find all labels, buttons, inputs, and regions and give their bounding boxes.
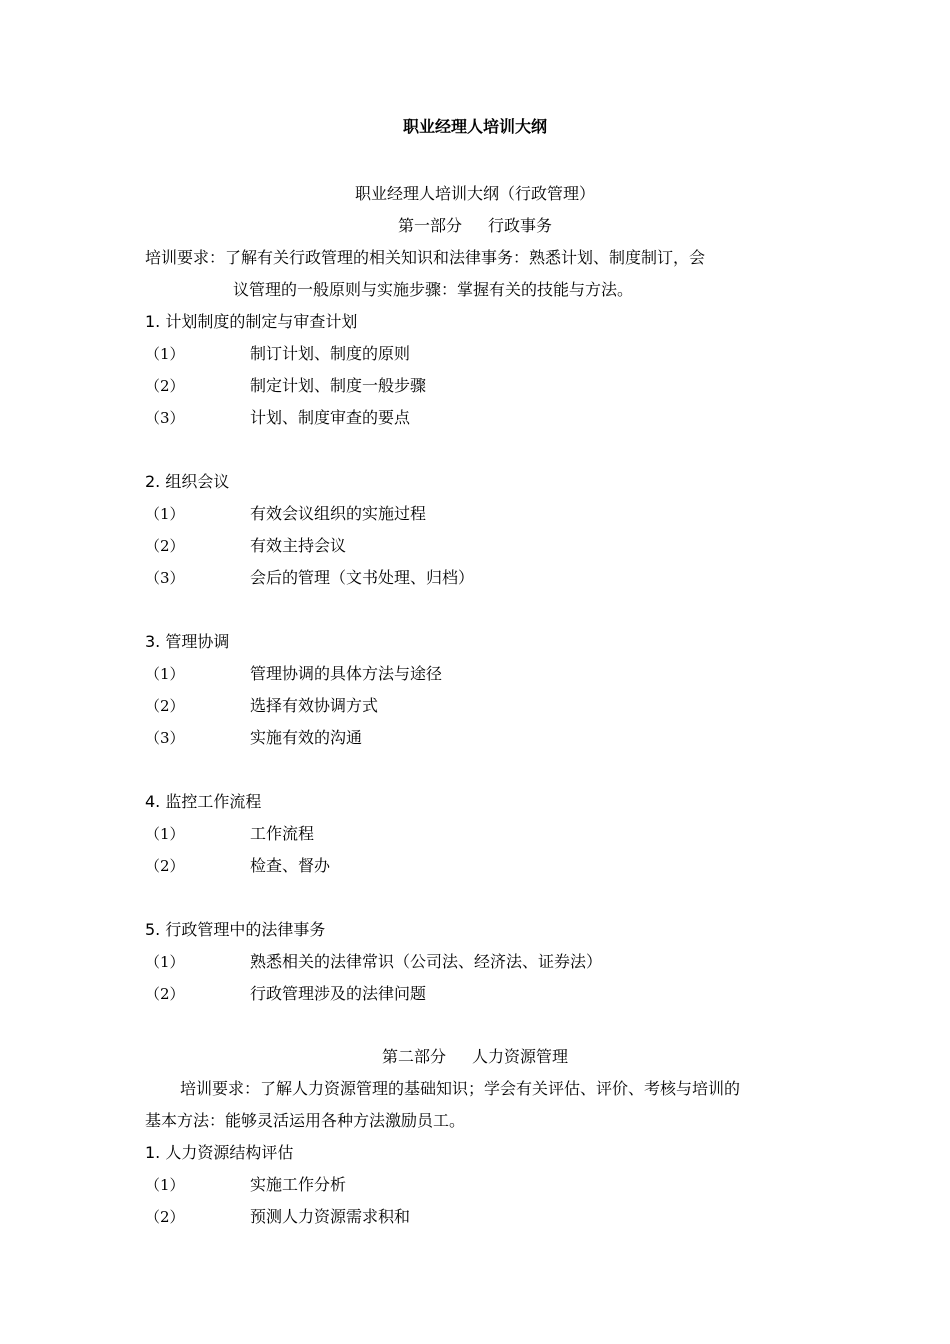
item-text: 检查、督办 xyxy=(250,856,331,875)
item-text: 工作流程 xyxy=(250,824,315,843)
item-number: （2） xyxy=(145,985,185,1003)
section-heading: 3. 管理协调 xyxy=(145,632,230,651)
part2-number: 第二部分 xyxy=(381,1047,446,1066)
section-heading: 2. 组织会议 xyxy=(145,472,230,491)
item-text: 行政管理涉及的法律问题 xyxy=(250,984,427,1003)
item-text: 选择有效协调方式 xyxy=(250,696,379,715)
item-text: 实施工作分析 xyxy=(250,1175,347,1194)
item-number: （1） xyxy=(145,505,185,523)
part1-heading xyxy=(0,216,950,236)
section-heading: 1. 人力资源结构评估 xyxy=(145,1143,294,1162)
part1-title: 行政事务 xyxy=(488,216,553,235)
item-text: 实施有效的沟通 xyxy=(250,728,363,747)
item-number: （3） xyxy=(145,729,185,747)
item-number: （3） xyxy=(145,409,185,427)
item-text: 制定计划、制度一般步骤 xyxy=(250,376,427,395)
part2-req-label: 培训要求： xyxy=(180,1079,261,1098)
item-number: （1） xyxy=(145,665,185,683)
item-text: 计划、制度审查的要点 xyxy=(250,408,411,427)
item-text: 制订计划、制度的原则 xyxy=(250,344,411,363)
item-number: （1） xyxy=(145,1176,185,1194)
part1-requirement-line2: 议管理的一般原则与实施步骤：掌握有关的技能与方法。 xyxy=(233,280,634,299)
item-number: （2） xyxy=(145,377,185,395)
part2-req-text1: 了解人力资源管理的基础知识；学会有关评估、评价、考核与培训的 xyxy=(260,1079,741,1098)
item-text: 有效主持会议 xyxy=(250,536,347,555)
section-heading: 5. 行政管理中的法律事务 xyxy=(145,920,326,939)
part2-title: 人力资源管理 xyxy=(472,1047,569,1066)
item-text: 有效会议组织的实施过程 xyxy=(250,504,427,523)
item-number: （2） xyxy=(145,857,185,875)
part1-requirement-line1 xyxy=(145,248,705,268)
doc-title: 职业经理人培训大纲 xyxy=(402,117,547,136)
section-heading: 1. 计划制度的制定与审查计划 xyxy=(145,312,358,331)
item-text: 熟悉相关的法律常识（公司法、经济法、证券法） xyxy=(250,952,603,971)
part1-number: 第一部分 xyxy=(397,216,462,235)
item-number: （1） xyxy=(145,825,185,843)
item-number: （1） xyxy=(145,953,185,971)
part2-requirement-line1 xyxy=(180,1079,740,1099)
item-number: （2） xyxy=(145,697,185,715)
item-text: 预测人力资源需求积和 xyxy=(250,1207,411,1226)
item-number: （1） xyxy=(145,345,185,363)
part2-requirement-line2: 基本方法：能够灵活运用各种方法激励员工。 xyxy=(145,1111,466,1130)
part2-heading xyxy=(0,1047,950,1067)
item-number: （2） xyxy=(145,1208,185,1226)
part1-req-text1: 了解有关行政管理的相关知识和法律事务：熟悉计划、制度制订，会 xyxy=(225,248,706,267)
item-number: （3） xyxy=(145,569,185,587)
section-heading: 4. 监控工作流程 xyxy=(145,792,262,811)
item-text: 管理协调的具体方法与途径 xyxy=(250,664,443,683)
item-text: 会后的管理（文书处理、归档） xyxy=(250,568,475,587)
item-number: （2） xyxy=(145,537,185,555)
doc-subtitle: 职业经理人培训大纲（行政管理） xyxy=(354,184,595,203)
part1-req-label: 培训要求： xyxy=(145,248,226,267)
